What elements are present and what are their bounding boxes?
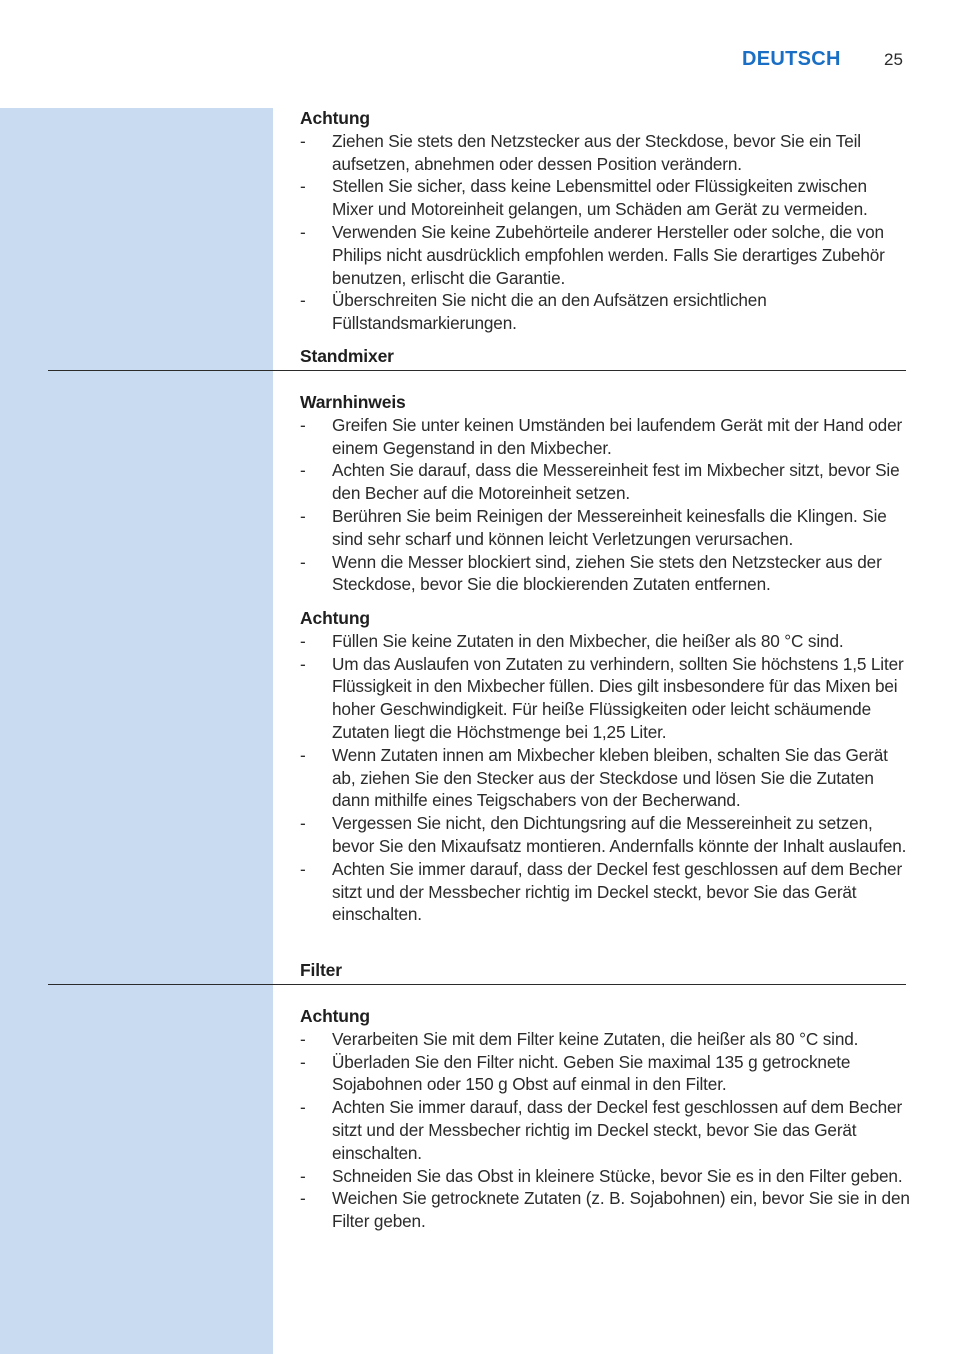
list-item: - Weichen Sie getrocknete Zutaten (z. B. Sojabohnen) ein, bevor Sie sie in den Filter geben. [300, 1187, 912, 1233]
list-item: - Achten Sie darauf, dass die Messereinheit fest im Mixbecher sitzt, bevor Sie den Becher auf die Motoreinheit setzen. [300, 459, 912, 505]
list-item: - Verarbeiten Sie mit dem Filter keine Zutaten, die heißer als 80 °C sind. [300, 1028, 912, 1051]
list-item: - Greifen Sie unter keinen Umständen bei laufendem Gerät mit der Hand oder einem Gegenstand in den Mixbecher. [300, 414, 912, 460]
caution-block [300, 107, 912, 335]
section-title-filter: Filter [300, 960, 342, 980]
warning-heading: Warnhinweis [300, 392, 406, 412]
list-item: - Ziehen Sie stets den Netzstecker aus der Steckdose, bevor Sie ein Teil aufsetzen, abnehmen oder dessen Position verändern. [300, 130, 912, 176]
list-item: - Achten Sie immer darauf, dass der Deckel fest geschlossen auf dem Becher sitzt und der Messbecher richtig im Deckel steckt, bevor Sie das Gerät einschalten. [300, 858, 912, 926]
language-label: DEUTSCH [742, 48, 841, 70]
list-item: - Berühren Sie beim Reinigen der Messereinheit keinesfalls die Klingen. Sie sind sehr scharf und können leicht Verletzungen verursachen. [300, 505, 912, 551]
section-title-block [300, 345, 912, 368]
caution-list [300, 630, 912, 926]
list-item: - Wenn Zutaten innen am Mixbecher kleben bleiben, schalten Sie das Gerät ab, ziehen Sie den Stecker aus der Steckdose und lösen Sie die Zutaten dann mithilfe eines Teigschabers von der Becherwand. [300, 744, 912, 812]
list-item: - Achten Sie immer darauf, dass der Deckel fest geschlossen auf dem Becher sitzt und der Messbecher richtig im Deckel steckt, bevor Sie das Gerät einschalten. [300, 1096, 912, 1164]
list-item: - Überladen Sie den Filter nicht. Geben Sie maximal 135 g getrocknete Sojabohnen oder 150 g Obst auf einmal in den Filter. [300, 1051, 912, 1097]
caution-list [300, 1028, 912, 1233]
section-title-standmixer: Standmixer [300, 346, 394, 366]
section-divider [48, 984, 906, 985]
caution-list [300, 130, 912, 335]
warning-list [300, 414, 912, 596]
list-item: - Schneiden Sie das Obst in kleinere Stücke, bevor Sie es in den Filter geben. [300, 1165, 912, 1188]
section-divider [48, 370, 906, 371]
warning-block [300, 391, 912, 596]
list-item: - Um das Auslaufen von Zutaten zu verhindern, sollten Sie höchstens 1,5 Liter Flüssigkeit in den Mixbecher füllen. Dies gilt insbesondere für das Mixen bei hoher Geschwindigkeit. Für heiße Flüssigkeiten oder leicht schäumende Zutaten liegt die Höchstmenge bei 1,25 Liter. [300, 653, 912, 744]
list-item: - Verwenden Sie keine Zubehörteile anderer Hersteller oder solche, die von Philips nicht ausdrücklich empfohlen werden. Falls Sie derartiges Zubehör benutzen, erlischt die Garantie. [300, 221, 912, 289]
list-item: - Vergessen Sie nicht, den Dichtungsring auf die Messereinheit zu setzen, bevor Sie den Mixaufsatz montieren. Andernfalls könnte der Inhalt auslaufen. [300, 812, 912, 858]
caution-block [300, 607, 912, 926]
list-item: - Füllen Sie keine Zutaten in den Mixbecher, die heißer als 80 °C sind. [300, 630, 912, 653]
list-item: - Überschreiten Sie nicht die an den Aufsätzen ersichtlichen Füllstandsmarkierungen. [300, 289, 912, 335]
section-title-block [300, 959, 912, 982]
page-number: 25 [884, 50, 903, 69]
caution-heading: Achtung [300, 108, 370, 128]
list-item: - Stellen Sie sicher, dass keine Lebensmittel oder Flüssigkeiten zwischen Mixer und Motoreinheit gelangen, um Schäden am Gerät zu vermeiden. [300, 175, 912, 221]
sidebar-band [0, 108, 273, 1354]
caution-block [300, 1005, 912, 1233]
list-item: - Wenn die Messer blockiert sind, ziehen Sie stets den Netzstecker aus der Steckdose, bevor Sie die blockierenden Zutaten entfernen. [300, 551, 912, 597]
caution-heading: Achtung [300, 1006, 370, 1026]
caution-heading: Achtung [300, 608, 370, 628]
